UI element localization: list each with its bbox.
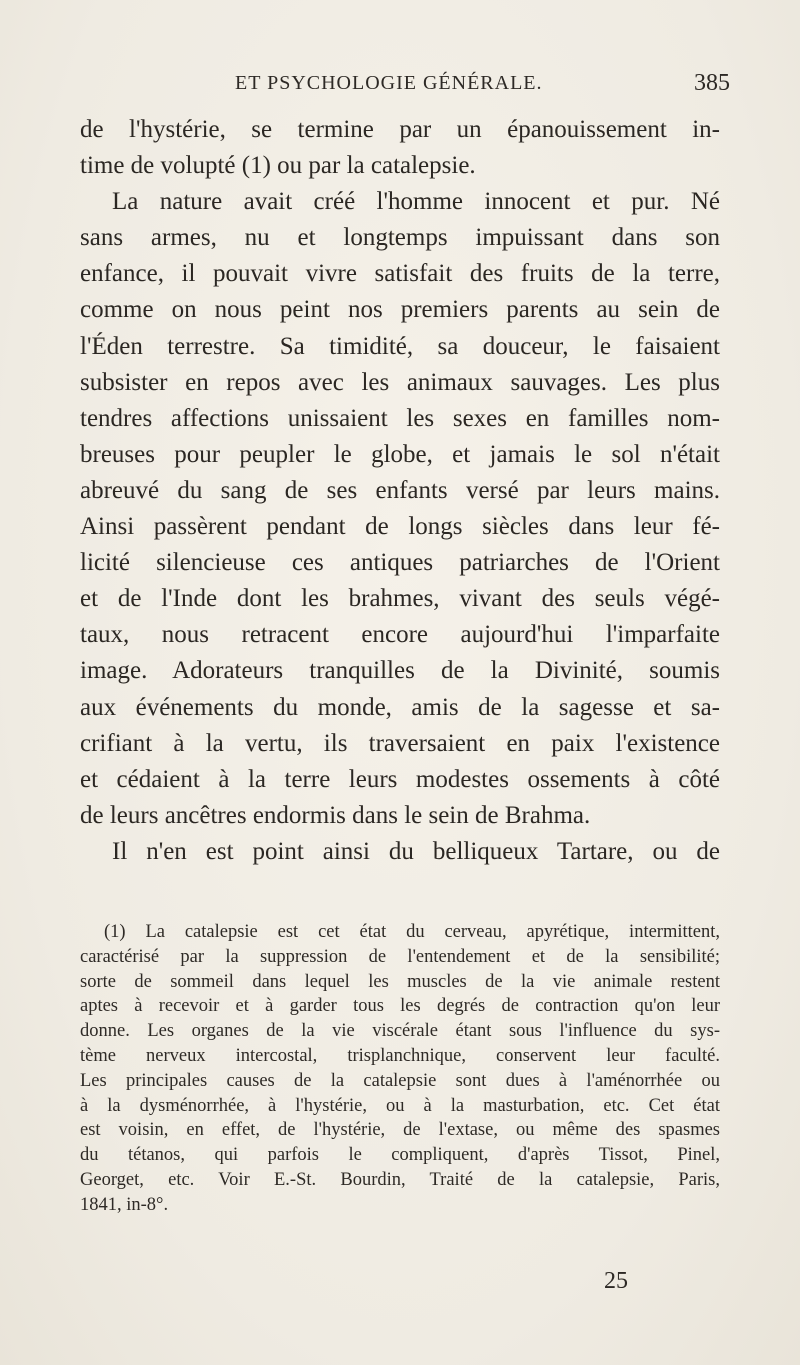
text-line: subsister en repos avec les animaux sauvages. Les plus bbox=[80, 368, 720, 396]
text-line: time de volupté (1) ou par la catalepsie. bbox=[80, 152, 476, 180]
footnote-line: 1841, in-8°. bbox=[80, 1194, 169, 1215]
footnote-line: Georget, etc. Voir E.-St. Bourdin, Traité de la catalepsie, Paris, bbox=[80, 1169, 720, 1190]
running-title: ET PSYCHOLOGIE GÉNÉRALE. bbox=[235, 72, 543, 94]
text-line: licité silencieuse ces antiques patriarches de l'Orient bbox=[80, 549, 720, 577]
text-line: crifiant à la vertu, ils traversaient en paix l'existence bbox=[80, 729, 720, 757]
text-line: taux, nous retracent encore aujourd'hui l'imparfaite bbox=[80, 621, 720, 649]
text-line: tendres affections unissaient les sexes en familles nom- bbox=[80, 404, 720, 432]
page-header bbox=[80, 70, 730, 102]
text-line: La nature avait créé l'homme innocent et pur. Né bbox=[112, 188, 720, 216]
footnote-block bbox=[80, 920, 720, 1218]
text-line: l'Éden terrestre. Sa timidité, sa douceur, le faisaient bbox=[80, 332, 720, 360]
footnote-line: du tétanos, qui parfois le compliquent, d'après Tissot, Pinel, bbox=[80, 1145, 720, 1166]
text-line: breuses pour peupler le globe, et jamais le sol n'était bbox=[80, 440, 720, 468]
text-line: Ainsi passèrent pendant de longs siècles dans leur fé- bbox=[80, 513, 720, 541]
text-line: et cédaient à la terre leurs modestes ossements à côté bbox=[80, 765, 720, 793]
text-line: Il n'en est point ainsi du belliqueux Tartare, ou de bbox=[112, 837, 720, 865]
footnote-line: caractérisé par la suppression de l'entendement et de la sensibilité; bbox=[80, 946, 720, 967]
page-number: 385 bbox=[694, 70, 730, 96]
footnote-line: sorte de sommeil dans lequel les muscles de la vie animale restent bbox=[80, 971, 720, 992]
footnote-line: à la dysménorrhée, à l'hystérie, ou à la masturbation, etc. Cet état bbox=[80, 1095, 720, 1116]
text-line: aux événements du monde, amis de la sagesse et sa- bbox=[80, 693, 720, 721]
text-line: de leurs ancêtres endormis dans le sein de Brahma. bbox=[80, 801, 591, 829]
text-line: de l'hystérie, se termine par un épanouissement in- bbox=[80, 116, 720, 143]
footnote-line: (1) La catalepsie est cet état du cerveau, apyrétique, intermittent, bbox=[104, 922, 720, 942]
footnote-line: est voisin, en effet, de l'hystérie, de l'extase, ou même des spasmes bbox=[80, 1120, 720, 1141]
footnote-line: tème nerveux intercostal, trisplanchnique, conservent leur faculté. bbox=[80, 1045, 720, 1066]
text-line: et de l'Inde dont les brahmes, vivant des seuls végé- bbox=[80, 585, 720, 613]
body-text bbox=[80, 112, 720, 870]
text-line: comme on nous peint nos premiers parents au sein de bbox=[80, 296, 720, 324]
footnote-line: donne. Les organes de la vie viscérale étant sous l'influence du sys- bbox=[80, 1021, 720, 1042]
text-line: sans armes, nu et longtemps impuissant dans son bbox=[80, 224, 720, 252]
signature-mark: 25 bbox=[604, 1268, 628, 1294]
text-line: image. Adorateurs tranquilles de la Divinité, soumis bbox=[80, 657, 720, 685]
text-line: abreuvé du sang de ses enfants versé par leurs mains. bbox=[80, 476, 720, 504]
footnote-line: Les principales causes de la catalepsie sont dues à l'aménorrhée ou bbox=[80, 1070, 720, 1091]
footnote-line: aptes à recevoir et à garder tous les degrés de contraction qu'on leur bbox=[80, 996, 720, 1017]
text-line: enfance, il pouvait vivre satisfait des fruits de la terre, bbox=[80, 260, 720, 288]
